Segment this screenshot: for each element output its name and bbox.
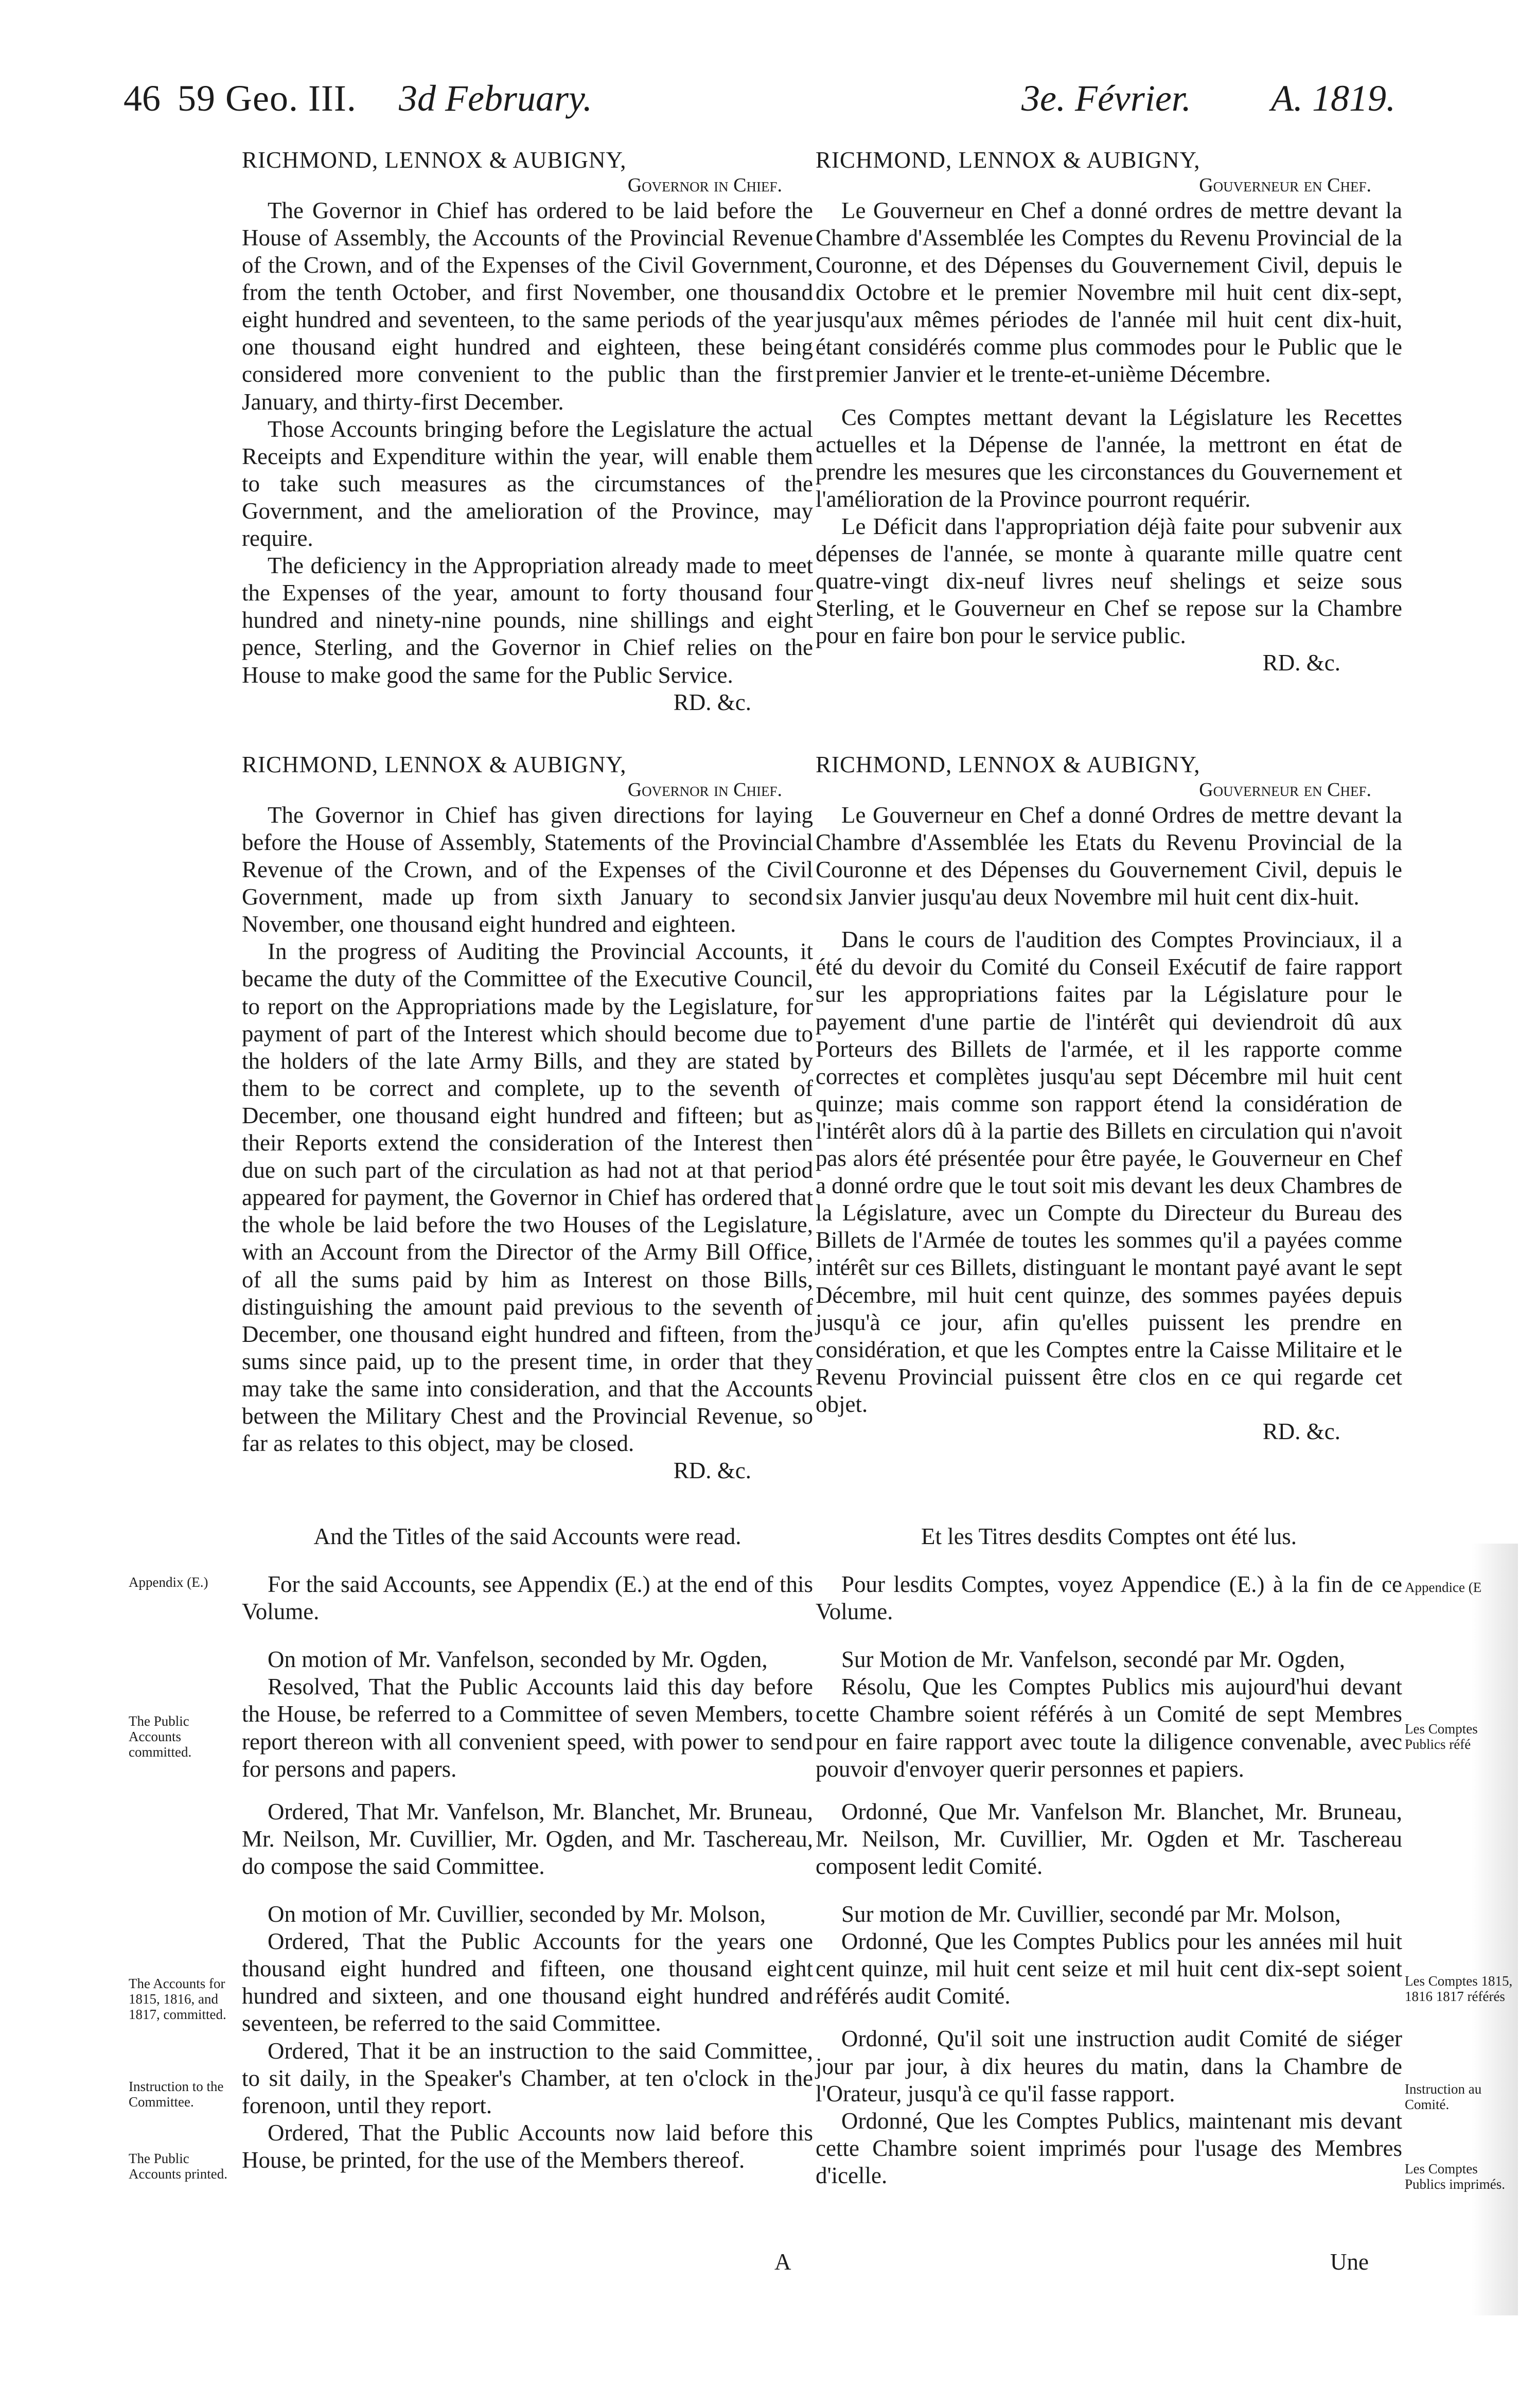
appendix-reference-fr: Pour lesdits Comptes, voyez Appendice (E.) à la fin de ce Volume. [816, 1571, 1402, 1625]
message-2-signature: RD. &c. [673, 1458, 751, 1484]
motion-1-ordered-fr: Ordonné, Que Mr. Vanfelson Mr. Blanchet, Mr. Bruneau, Mr. Neilson, Mr. Cuvillier, Mr. Ogden et Mr. Taschereau composent ledit Comité. [816, 1798, 1402, 1879]
french-proceedings [816, 1523, 1402, 2189]
motion-1-resolved-fr: Résolu, Que les Comptes Publics mis aujourd'hui devant cette Chambre soient référés à un Comité de sept Membres pour en faire rapport avec toute la diligence convenable, avec pouvoir d'envoyer querir personnes et papiers. [816, 1674, 1402, 1782]
scan-shadow [1472, 1544, 1518, 2315]
page-header [0, 80, 1519, 131]
motion-1-ordered: Ordered, That Mr. Vanfelson, Mr. Blanchet, Mr. Bruneau, Mr. Neilson, Mr. Cuvillier, Mr. Ogden, and Mr. Taschereau, do compose the said Committee. [242, 1798, 813, 1879]
message-2-paragraph-fr: Dans le cours de l'audition des Comptes Provinciaux, il a été du devoir du Comité du Conseil Exécutif de faire rapport sur les appropriations faites par la Législature pour le payement d'une partie de l'intérêt qui deviendroit dû aux Porteurs des Billets de l'armée, et il les rapporte comme correctes et complètes jusqu'au sept Décembre mil huit cent quinze; mais comme son rapport étend la considération de l'intérêt alors dû à la partie des Billets en circulation qui n'avoit pas alors été présentée pour être payée, le Gouverneur en Chef a donné ordre que le tout soit mis devant les deux Chambres de la Législature, avec un Compte du Directeur du Bureau des Billets de l'Armée de toutes les sommes qu'il a payées comme intérêt sur ces Billets, distinguant le montant payé avant le sept Décembre, mil huit cent quinze, des sommes payées depuis jusqu'à ce jour, afin qu'elles puissent les prendre en considération, et que les Comptes entre la Caisse Militaire et le Revenu Provincial puissent être clos en ce qui regarde cet objet. [816, 927, 1402, 1417]
french-column [816, 147, 1402, 677]
motion-2-ordered-3-fr: Ordonné, Que les Comptes Publics, maintenant mis devant cette Chambre soient imprimés pour l'usage des Membres d'icelle. [816, 2108, 1402, 2188]
motion-2-ordered-2: Ordered, That it be an instruction to the said Committee, to sit daily, in the Speaker's Chamber, at ten o'clock in the forenoon, until they report. [242, 2038, 813, 2118]
margin-note-printed-fr: Les Comptes Publics imprimés. [1405, 2161, 1505, 2192]
date-english: 3d February. [399, 78, 592, 119]
signature-mark: A [774, 2249, 791, 2275]
margin-note-years: The Accounts for 1815, 1816, and 1817, committed. [129, 1976, 226, 2023]
margin-note-instruction-fr: Instruction au Comité. [1405, 2081, 1482, 2113]
motion-1-intro-fr: Sur Motion de Mr. Vanfelson, secondé par Mr. Ogden, [841, 1646, 1346, 1673]
message-1-paragraph: The Governor in Chief has ordered to be laid before the House of Assembly, the Accounts of the Provincial Revenue of the Crown, and of the Expenses of the Civil Government, from the tenth October, and first November, one thousand eight hundred and seventeen, to the same periods of the year one thousand eight hundred and eighteen, these being considered more convenient to the public than the first January, and thirty-first December. [242, 197, 813, 415]
motion-2-ordered-2-fr: Ordonné, Qu'il soit une instruction audit Comité de siéger jour par jour, à dix heures du matin, dans la Chambre de l'Orateur, jusqu'à ce qu'il fasse rapport. [816, 2026, 1402, 2106]
catchword: Une [1330, 2249, 1369, 2275]
message-1-signature-fr: RD. &c. [1262, 650, 1340, 676]
titles-read: And the Titles of the said Accounts were read. [313, 1524, 741, 1549]
motion-1-resolved: Resolved, That the Public Accounts laid this day before the House, be referred to a Committee of seven Members, to report thereon with all convenient speed, with power to send for persons and papers. [242, 1674, 813, 1782]
message-1-paragraph-fr: Ces Comptes mettant devant la Législature les Recettes actuelles et la Dépense de l'année, la mettront en état de prendre les mesures que les circonstances du Gouvernement et l'amélioration de la Province pourront requérir. [816, 404, 1402, 512]
message-2-heading-fr: RICHMOND, LENNOX & AUBIGNY, [816, 752, 1200, 777]
message-2-paragraph-fr: Le Gouverneur en Chef a donné Ordres de mettre devant la Chambre d'Assemblée les Etats du Revenu Provincial de la Couronne et des Dépenses du Gouvernement Civil, depuis le six Janvier jusqu'au deux Novembre mil huit cent dix-huit. [816, 802, 1402, 910]
message-2-subheading: Governor in Chief. [627, 779, 782, 801]
motion-2-ordered-1-fr: Ordonné, Que les Comptes Publics pour les années mil huit cent quinze, mil huit cent seize et mil huit cent dix-sept soient référés audit Comité. [816, 1928, 1402, 2009]
message-2-heading: RICHMOND, LENNOX & AUBIGNY, [242, 752, 627, 777]
message-1-subheading-fr: Gouverneur en Chef. [1199, 174, 1371, 197]
margin-note-appendix-fr: Appendice (E [1405, 1580, 1482, 1595]
date-french: 3e. Février. [1021, 78, 1191, 119]
message-2-paragraph: The Governor in Chief has given directions for laying before the House of Assembly, Statements of the Provincial Revenue of the Crown, and of the Expenses of the Civil Government, made up from sixth January to second November, one thousand eight hundred and eighteen. [242, 802, 813, 937]
regnal-year: 59 Geo. III. [178, 78, 357, 119]
message-1-signature: RD. &c. [673, 689, 751, 715]
margin-note-appendix: Appendix (E.) [129, 1574, 208, 1590]
motion-2-intro: On motion of Mr. Cuvillier, seconded by Mr. Molson, [268, 1901, 766, 1927]
margin-note-committed-fr: Les Comptes Publics réfé [1405, 1721, 1478, 1752]
english-proceedings [242, 1523, 813, 2174]
message-1-paragraph: Those Accounts bringing before the Legislature the actual Receipts and Expenditure within the year, will enable them to take such measures as the circumstances of the Government, and the amelioration of the Province, may require. [242, 416, 813, 552]
english-message-2 [242, 751, 813, 1484]
motion-2-ordered-1: Ordered, That the Public Accounts for the years one thousand eight hundred and fifteen, one thousand eight hundred and sixteen, and one thousand eight hundred and seventeen, be referred to the said Committee. [242, 1928, 813, 2037]
margin-note-instruction: Instruction to the Committee. [129, 2079, 224, 2110]
appendix-reference: For the said Accounts, see Appendix (E.) at the end of this Volume. [242, 1571, 813, 1625]
english-column [242, 147, 813, 716]
margin-note-committed: The Public Accounts committed. [129, 1713, 192, 1760]
message-2-paragraph: In the progress of Auditing the Provincial Accounts, it became the duty of the Committee of the Executive Council, to report on the Appropriations made by the Legislature, for payment of part of the Interest which should become due to the holders of the late Army Bills, and they are stated by them to be correct and complete, up to the seventh of December, one thousand eight hundred and fifteen; but as their Reports extend the consideration of the Interest then due on such part of the circulation as had not at that period appeared for payment, the Governor in Chief has ordered that the whole be laid before the two Houses of the Legislature, with an Account from the Director of the Army Bill Office, of all the sums paid by him as Interest on those Bills, distinguishing the amount paid previous to the seventh of December, one thousand eight hundred and fifteen, from the sums since paid, up to the present time, in order that they may take the same into consideration, and that the Accounts between the Military Chest and the Provincial Revenue, so far as relates to this object, may be closed. [242, 939, 813, 1457]
titles-read-fr: Et les Titres desdits Comptes ont été lus. [921, 1524, 1297, 1549]
message-1-subheading: Governor in Chief. [627, 174, 782, 197]
message-1-heading: RICHMOND, LENNOX & AUBIGNY, [242, 147, 627, 173]
motion-1-intro: On motion of Mr. Vanfelson, seconded by Mr. Ogden, [268, 1646, 768, 1673]
message-2-subheading-fr: Gouverneur en Chef. [1199, 779, 1371, 801]
margin-note-years-fr: Les Comptes 1815, 1816 1817 référés [1405, 1973, 1513, 2005]
motion-2-ordered-3: Ordered, That the Public Accounts now laid before this House, be printed, for the use of the Members thereof. [242, 2119, 813, 2173]
motion-2-intro-fr: Sur motion de Mr. Cuvillier, secondé par Mr. Molson, [841, 1901, 1341, 1927]
message-1-paragraph-fr: Le Gouverneur en Chef a donné ordres de mettre devant la Chambre d'Assemblée les Comptes du Revenu Provincial de la Couronne, et des Dépenses du Gouvernement Civil, depuis le dix Octobre et le premier Novembre mil huit cent dix-sept, jusqu'aux mêmes périodes de l'année mil huit cent dix-huit, étant considérés comme plus commodes pour le Public que le premier Janvier et le trente-et-unième Décembre. [816, 197, 1402, 387]
message-2-signature-fr: RD. &c. [1262, 1418, 1340, 1444]
year-label: A. 1819. [1271, 78, 1396, 119]
margin-note-printed: The Public Accounts printed. [129, 2151, 227, 2182]
page-number: 46 [123, 78, 161, 119]
message-1-heading-fr: RICHMOND, LENNOX & AUBIGNY, [816, 147, 1200, 173]
french-message-2 [816, 751, 1402, 1445]
message-1-paragraph-fr: Le Déficit dans l'appropriation déjà faite pour subvenir aux dépenses de l'année, se monte à quarante mille quatre cent quatre-vingt dix-neuf livres neuf shelings et seize sous Sterling, et le Gouverneur en Chef se repose sur la Chambre pour en faire bon pour le service public. [816, 513, 1402, 649]
message-1-paragraph: The deficiency in the Appropriation already made to meet the Expenses of the year, amount to forty thousand four hundred and ninety-nine pounds, nine shillings and eight pence, Sterling, and the Governor in Chief relies on the House to make good the same for the Public Service. [242, 553, 813, 688]
